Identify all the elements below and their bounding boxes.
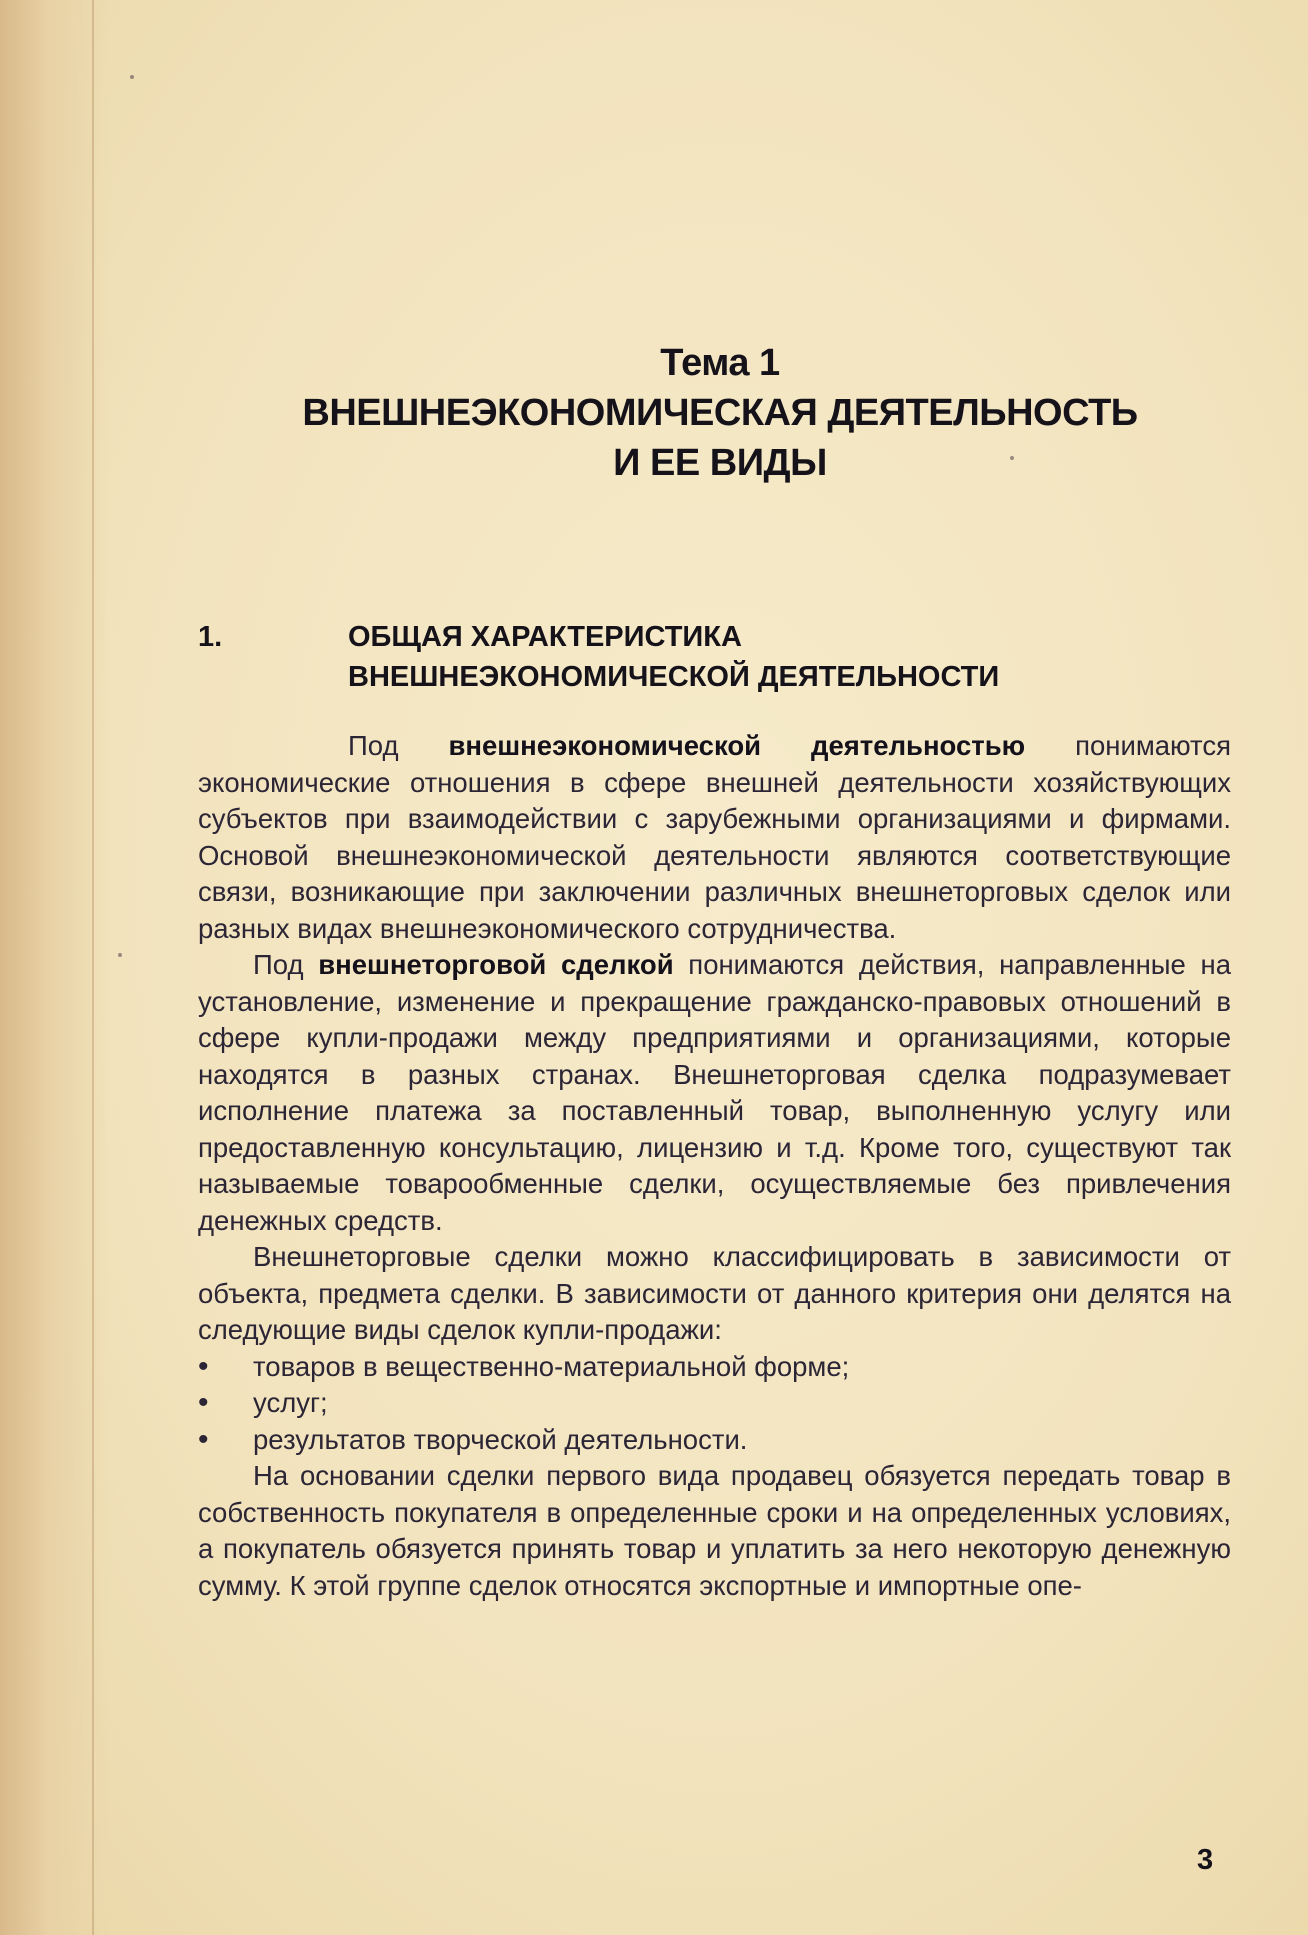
paragraph-lead: Под xyxy=(348,730,449,761)
paragraph-rest: понимаются экономические отношения в сфере внешней деятельности хозяйствующих субъектов при взаимодействии с зарубежными организациями и фирмами. Основой внешнеэкономической деятельности являются соответствующие связи, возникающие при заключении различных внешнеторговых сделок или разных видах внешнеэкономического сотрудничества. xyxy=(198,730,1231,944)
section-title xyxy=(348,617,1188,697)
chapter-title-line-2: И ЕЕ ВИДЫ xyxy=(613,442,827,484)
list-item: • товаров в вещественно-материальной форме; xyxy=(198,1349,1231,1386)
term-foreign-trade-deal: внешнеторговой сделкой xyxy=(318,949,674,980)
section-number: 1. xyxy=(198,621,223,653)
paragraph-definition-fea xyxy=(198,728,1231,947)
term-foreign-economic-activity: внешнеэкономической деятельностью xyxy=(448,730,1026,761)
chapter-heading xyxy=(250,338,1190,488)
chapter-title-line-1: ВНЕШНЕЭКОНОМИЧЕСКАЯ ДЕЯТЕЛЬНОСТЬ xyxy=(302,392,1138,434)
section-title-line-1: ОБЩАЯ ХАРАКТЕРИСТИКА xyxy=(348,621,742,653)
paragraph-rest: понимаются действия, направленные на установление, изменение и прекращение гражданско-правовых отношений в сфере купли-продажи между предприятиями и организациями, которые находятся в разных странах. Внешнеторговая сделка подразумевает исполнение платежа за поставленный товар, выполненную услугу или предоставленную консультацию, лицензию и т.д. Кроме того, существуют так называемые товарообменные сделки, осуществляемые без привлечения денежных средств. xyxy=(198,949,1231,1236)
body-text xyxy=(198,728,1231,1604)
deal-types-list xyxy=(198,1349,1231,1459)
chapter-topic-label: Тема 1 xyxy=(660,342,780,384)
paper-speck xyxy=(130,75,134,79)
list-item: • услуг; xyxy=(198,1385,1231,1422)
paragraph-classification: Внешнеторговые сделки можно классифицировать в зависимости от объекта, предмета сделки. В зависимости от данного критерия они делятся на следующие виды сделок купли-продажи: xyxy=(198,1241,1231,1345)
paragraph-definition-trade-deal xyxy=(198,947,1231,1239)
section-title-line-2: ВНЕШНЕЭКОНОМИЧЕСКОЙ ДЕЯТЕЛЬНОСТИ xyxy=(348,661,1000,693)
paragraph-first-type: На основании сделки первого вида продавец обязуется передать товар в собственность покупателя в определенные сроки и на определенных условиях, а покупатель обязуется принять товар и уплатить за него некоторую денежную сумму. К этой группе сделок относятся экспортные и импортные опе- xyxy=(198,1460,1231,1601)
page-fold xyxy=(92,0,94,1935)
list-item: • результатов творческой деятельности. xyxy=(198,1422,1231,1459)
paper-speck xyxy=(118,953,122,957)
page-number: 3 xyxy=(1197,1844,1214,1876)
paragraph-lead: Под xyxy=(253,949,319,980)
